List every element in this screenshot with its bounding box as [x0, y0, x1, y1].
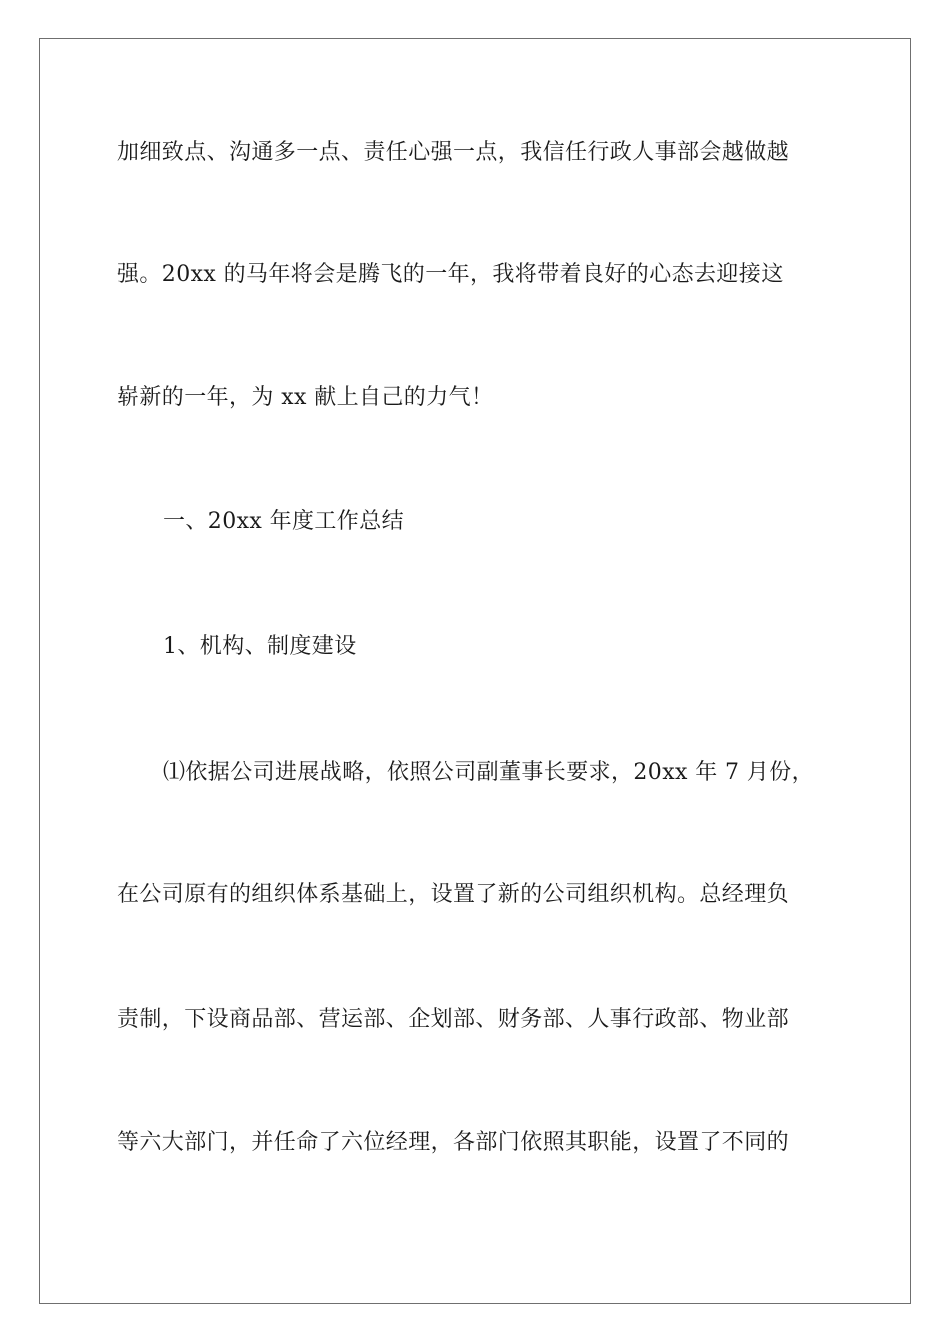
body-text-line-7: 在公司原有的组织体系基础上，设置了新的公司组织机构。总经理负: [117, 882, 790, 907]
section-heading: 一、20xx 年度工作总结: [163, 509, 405, 534]
body-text-line-3: 崭新的一年，为 xx 献上自己的力气！: [117, 385, 494, 410]
body-text-line-6: ⑴依据公司进展战略，依照公司副董事长要求，20xx 年 7 月份，: [163, 760, 814, 785]
subsection-heading: 1、机构、制度建设: [163, 634, 357, 659]
page-frame: [39, 38, 911, 1304]
body-text-line-2: 强。20xx 的马年将会是腾飞的一年，我将带着良好的心态去迎接这: [117, 262, 784, 287]
body-text-line-1: 加细致点、沟通多一点、责任心强一点，我信任行政人事部会越做越: [117, 140, 790, 165]
body-text-line-8: 责制，下设商品部、营运部、企划部、财务部、人事行政部、物业部: [117, 1007, 790, 1032]
body-text-line-9: 等六大部门，并任命了六位经理，各部门依照其职能，设置了不同的: [117, 1130, 790, 1155]
